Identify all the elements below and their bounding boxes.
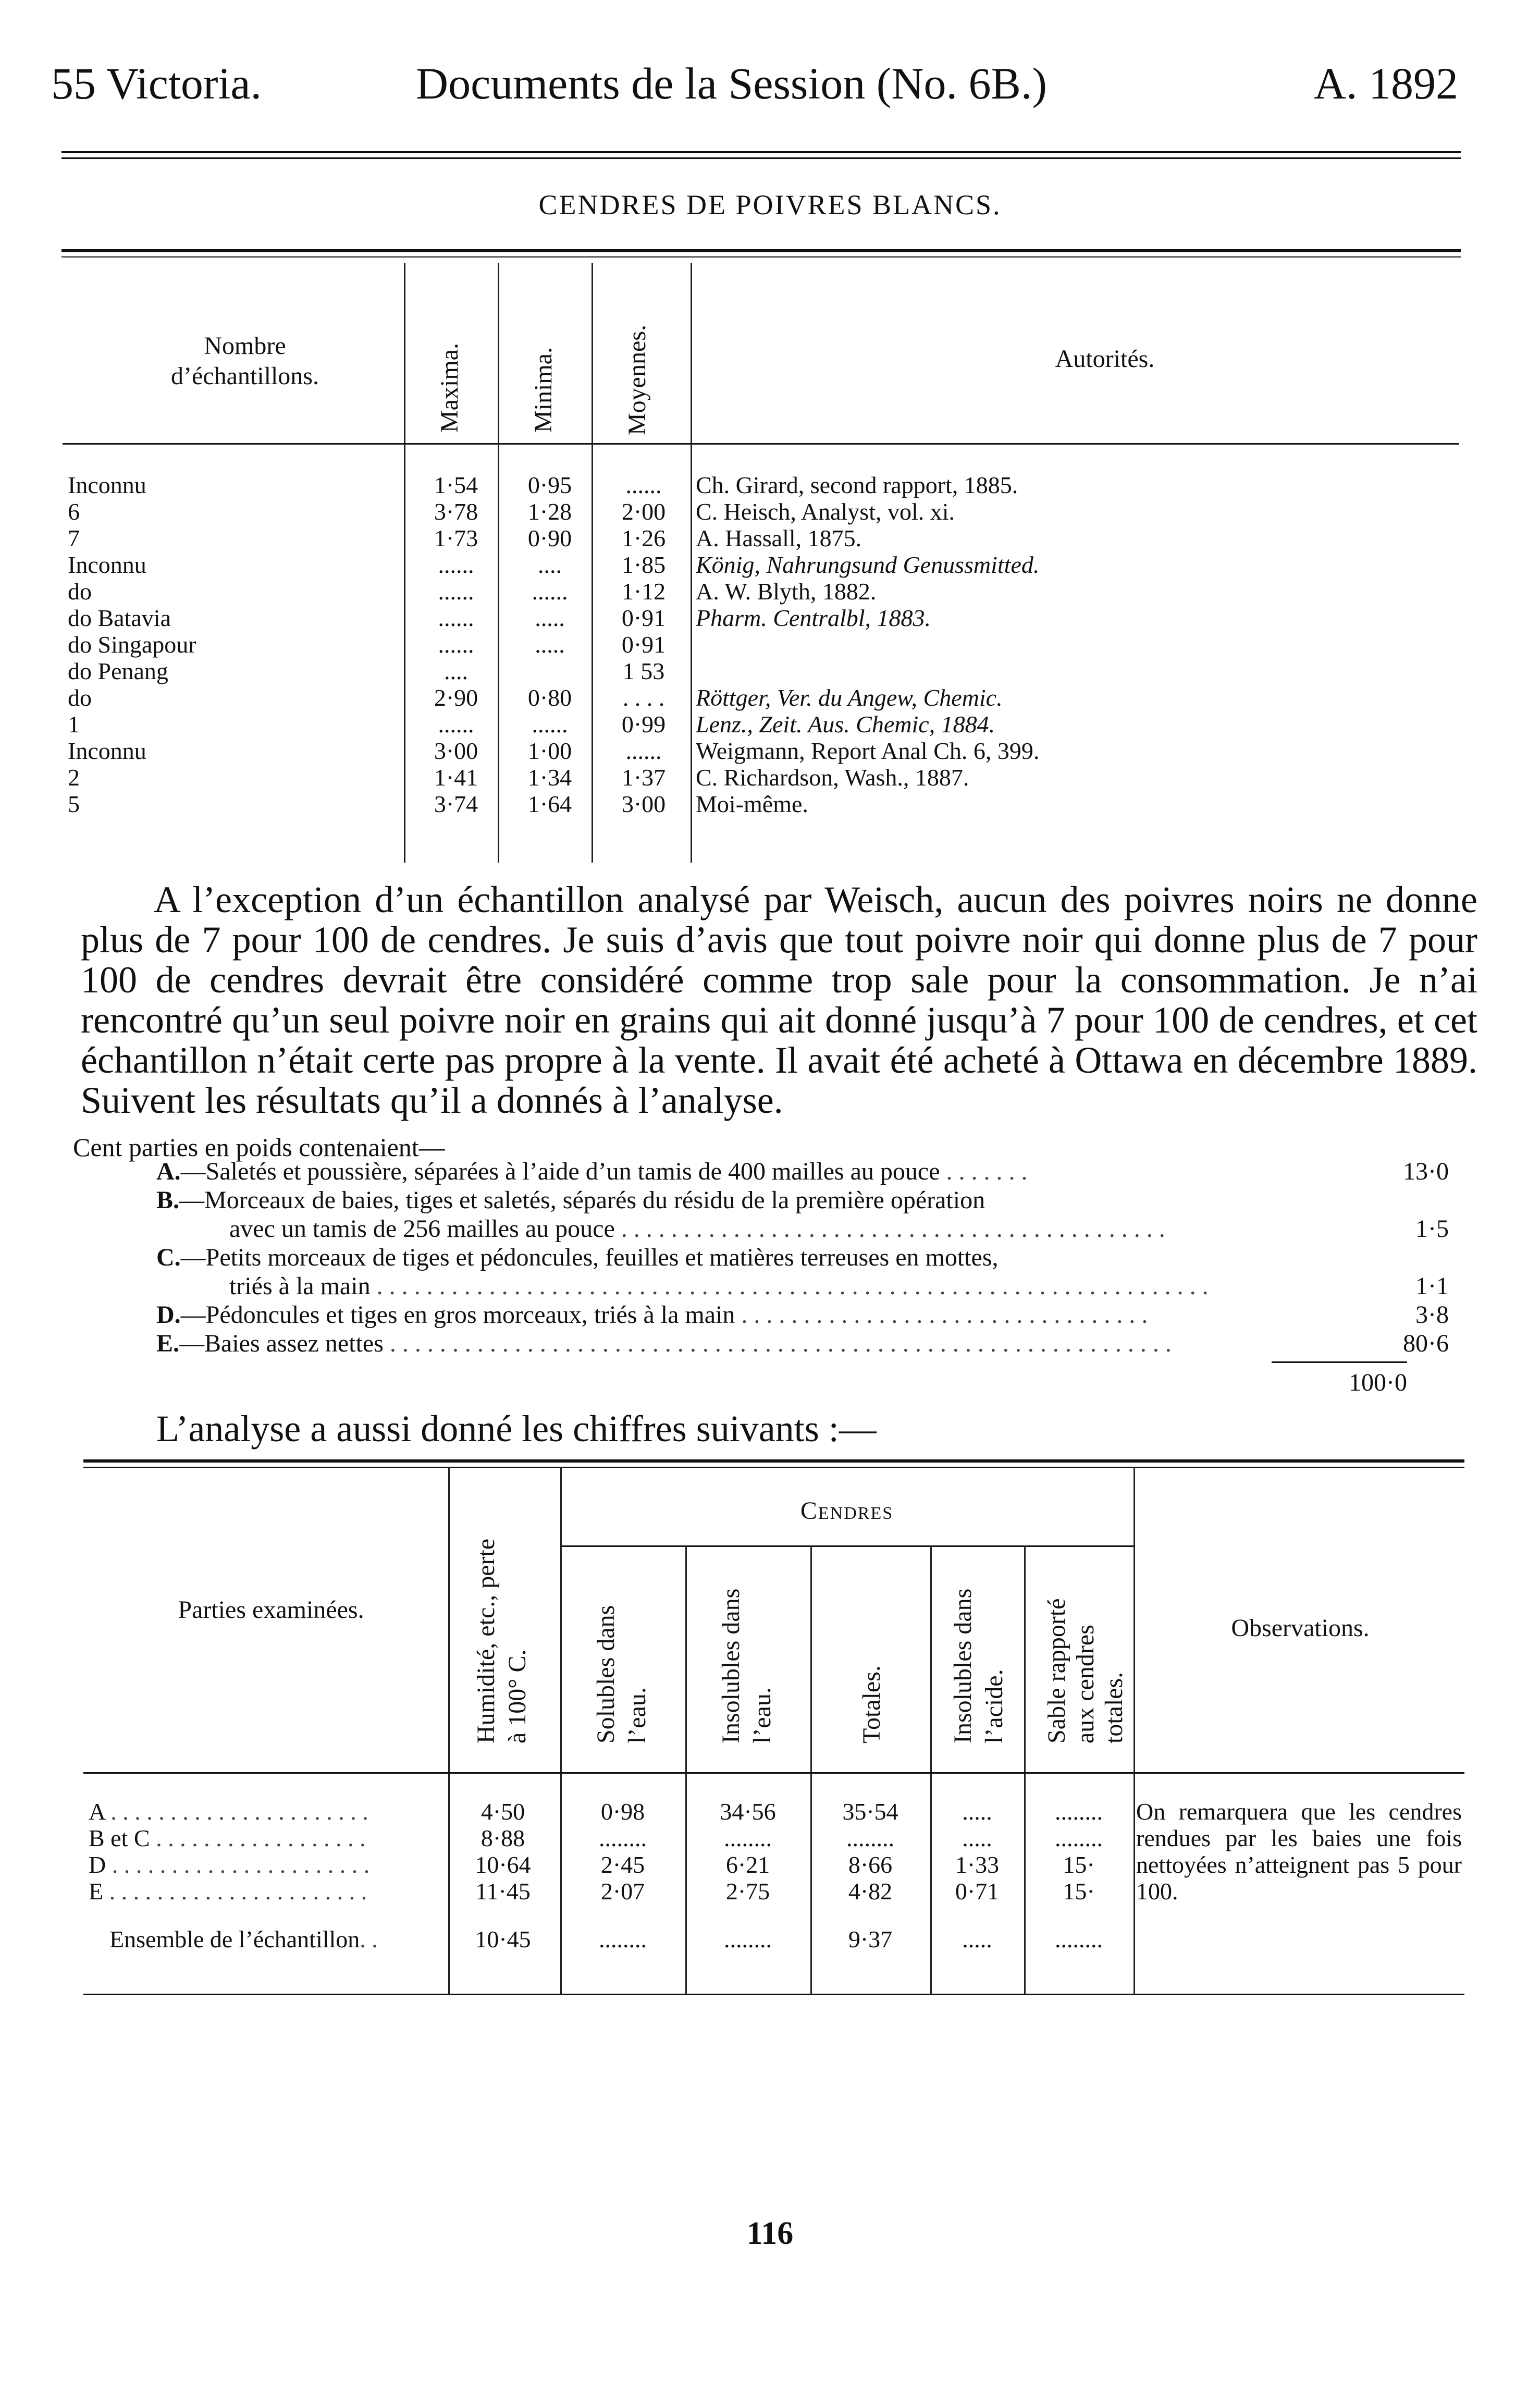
table-row: Inconnu ...... .... 1·85 König, Nahrungsund Genussmitted. bbox=[68, 551, 1040, 578]
table-row: do Singapour ...... ..... 0·91 bbox=[68, 631, 666, 658]
table-row: Inconnu 1·54 0·95 ...... Ch. Girard, second rapport, 1885. bbox=[68, 472, 1018, 498]
list-item: D.—Pédoncules et tiges en gros morceaux, triés à la main . . . . . . . . . . . . . . . . . . . . . . . . . . . . . . . . . 3·8 bbox=[156, 1301, 1449, 1329]
observation-text: On remarquera que les cendres rendues par les baies une fois nettoyées n’atteignent pas 5 pour 100. bbox=[1136, 1798, 1462, 1905]
header-sable: Sable rapporté bbox=[1043, 1598, 1070, 1743]
table1-title: CENDRES DE POIVRES BLANCS. bbox=[538, 189, 1002, 220]
table-row: A . . . . . . . . . . . . . . . . . . . . . . 4·50 0·98 34·56 35·54 ..... ........ bbox=[89, 1798, 1103, 1825]
list-item: B.—Morceaux de baies, tiges et saletés, séparés du résidu de la première opération avec un tamis de 256 mailles au pouce . . . . . . . . . . . . . . . . . . . . . . . . . . . . . . . . . . . . . . . . . . . . 1·5 bbox=[156, 1186, 1449, 1243]
header-insolubles-2: l’eau. bbox=[748, 1687, 776, 1743]
composition-total: 100·0 bbox=[1349, 1369, 1407, 1396]
table-row: do Penang .... 1 53 bbox=[68, 658, 665, 684]
table-row: 2 1·41 1·34 1·37 C. Richardson, Wash., 1887. bbox=[68, 764, 969, 791]
ash-table bbox=[63, 263, 1459, 863]
header-parties: Parties examinées. bbox=[178, 1596, 364, 1624]
second-lead: L’analyse a aussi donné les chiffres suivants :— bbox=[156, 1408, 877, 1450]
composition-list bbox=[156, 1157, 1449, 1358]
table-row: Ensemble de l’échantillon. . 10·45 ........ ........ 9·37 ..... ........ bbox=[109, 1926, 1103, 1952]
analysis-table bbox=[83, 1467, 1464, 2046]
table2-rule-top bbox=[83, 1459, 1464, 1463]
table-row: E . . . . . . . . . . . . . . . . . . . . . . 11·45 2·07 2·75 4·82 0·71 15· bbox=[89, 1878, 1095, 1905]
header-rule-top bbox=[61, 151, 1461, 153]
list-item: A.—Saletés et poussière, séparées à l’aide d’un tamis de 400 mailles au pouce . . . . . . . 13·0 bbox=[156, 1158, 1449, 1185]
header-humidite-2: à 100° C. bbox=[503, 1649, 531, 1743]
table-row: 5 3·74 1·64 3·00 Moi-même. bbox=[68, 791, 808, 817]
body-paragraph bbox=[81, 880, 1477, 1121]
header-solubles: Solubles dans bbox=[592, 1605, 620, 1743]
list-item: C.—Petits morceaux de tiges et pédoncules, feuilles et matières terreuses en mottes, triés à la main . . . . . . . . . . . . . . . . . . . . . . . . . . . . . . . . . . . . . . . . . . . . . . . . . . . . . . . . . . . . . . . . . . . 1·1 bbox=[156, 1244, 1449, 1300]
table-row: 6 3·78 1·28 2·00 C. Heisch, Analyst, vol. xi. bbox=[68, 498, 955, 525]
header-sable-3: totales. bbox=[1100, 1672, 1128, 1743]
table-row: 1 ...... ...... 0·99 Lenz., Zeit. Aus. Chemic, 1884. bbox=[68, 711, 995, 738]
paragraph-text: A l’exception d’un échantillon analysé par Weisch, aucun des poivres noirs ne donne plus de 7 pour 100 de cendres. Je suis d’avis que tout poivre noir qui donne plus de 7 pour 100 de cendres devrait être considéré comme trop sale pour la consommation. Je n’ai rencontré qu’un seul poivre noir en grains qui ait donné jusqu’à 7 pour 100 de cendres, et cet échantillon n’était certe pas propre à la vente. Il avait été acheté à Ottawa en décembre 1889. Suivent les résultats qu’il a donnés à l’analyse. bbox=[81, 879, 1477, 1121]
header-left: 55 Victoria. bbox=[51, 58, 262, 108]
table2-header-rule bbox=[83, 1772, 1464, 1774]
header-humidite: Humidité, etc., perte bbox=[472, 1538, 500, 1743]
table1-rule-top bbox=[61, 249, 1461, 252]
sum-rule bbox=[1272, 1361, 1407, 1363]
running-head bbox=[51, 55, 1458, 112]
header-solubles-2: l’eau. bbox=[623, 1687, 651, 1743]
header-observations: Observations. bbox=[1231, 1614, 1370, 1642]
table-row: do ...... ...... 1·12 A. W. Blyth, 1882. bbox=[68, 578, 877, 605]
header-autorites: Autorités. bbox=[1055, 345, 1155, 373]
list-item: E.—Baies assez nettes . . . . . . . . . . . . . . . . . . . . . . . . . . . . . . . . . . . . . . . . . . . . . . . . . . . . . . . . . . . . . . . 80·6 bbox=[156, 1330, 1449, 1357]
header-minima: Minima. bbox=[529, 347, 557, 433]
header-center: Documents de la Session (No. 6B.) bbox=[416, 58, 1048, 108]
table-row: D . . . . . . . . . . . . . . . . . . . . . . 10·64 2·45 6·21 8·66 1·33 15· bbox=[89, 1851, 1095, 1878]
header-totales: Totales. bbox=[858, 1665, 885, 1743]
page-number: 116 bbox=[746, 2216, 794, 2251]
header-samples: Nombre d’échantillons. bbox=[171, 332, 319, 390]
header-cendres: Cendres bbox=[800, 1497, 894, 1525]
header-sable-2: aux cendres bbox=[1071, 1625, 1099, 1743]
header-insolubles-acide-2: l’acide. bbox=[980, 1669, 1008, 1743]
table2-rule-bottom bbox=[83, 1994, 1464, 1995]
table1-header-rule bbox=[63, 443, 1459, 445]
table-row: Inconnu 3·00 1·00 ...... Weigmann, Report Anal Ch. 6, 399. bbox=[68, 738, 1040, 764]
table-row: 7 1·73 0·90 1·26 A. Hassall, 1875. bbox=[68, 525, 862, 551]
header-insolubles-acide: Insolubles dans bbox=[949, 1588, 977, 1743]
header-maxima: Maxima. bbox=[436, 343, 463, 433]
header-moyennes: Moyennes. bbox=[623, 325, 651, 435]
header-rule-bottom bbox=[61, 157, 1461, 159]
table-row: do Batavia ...... ..... 0·91 Pharm. Centralbl, 1883. bbox=[68, 605, 931, 631]
header-insolubles: Insolubles dans bbox=[717, 1588, 745, 1743]
table-row: B et C . . . . . . . . . . . . . . . . . . 8·88 ........ ........ ........ ..... ........ bbox=[89, 1825, 1103, 1851]
composition-intro: Cent parties en poids contenaient— bbox=[73, 1133, 445, 1162]
cendres-subrule bbox=[560, 1545, 1134, 1547]
header-right: A. 1892 bbox=[1313, 58, 1458, 108]
table1-rule-top-thin bbox=[61, 256, 1461, 257]
table-row: do 2·90 0·80 . . . . Röttger, Ver. du Angew, Chemic. bbox=[68, 684, 1003, 711]
